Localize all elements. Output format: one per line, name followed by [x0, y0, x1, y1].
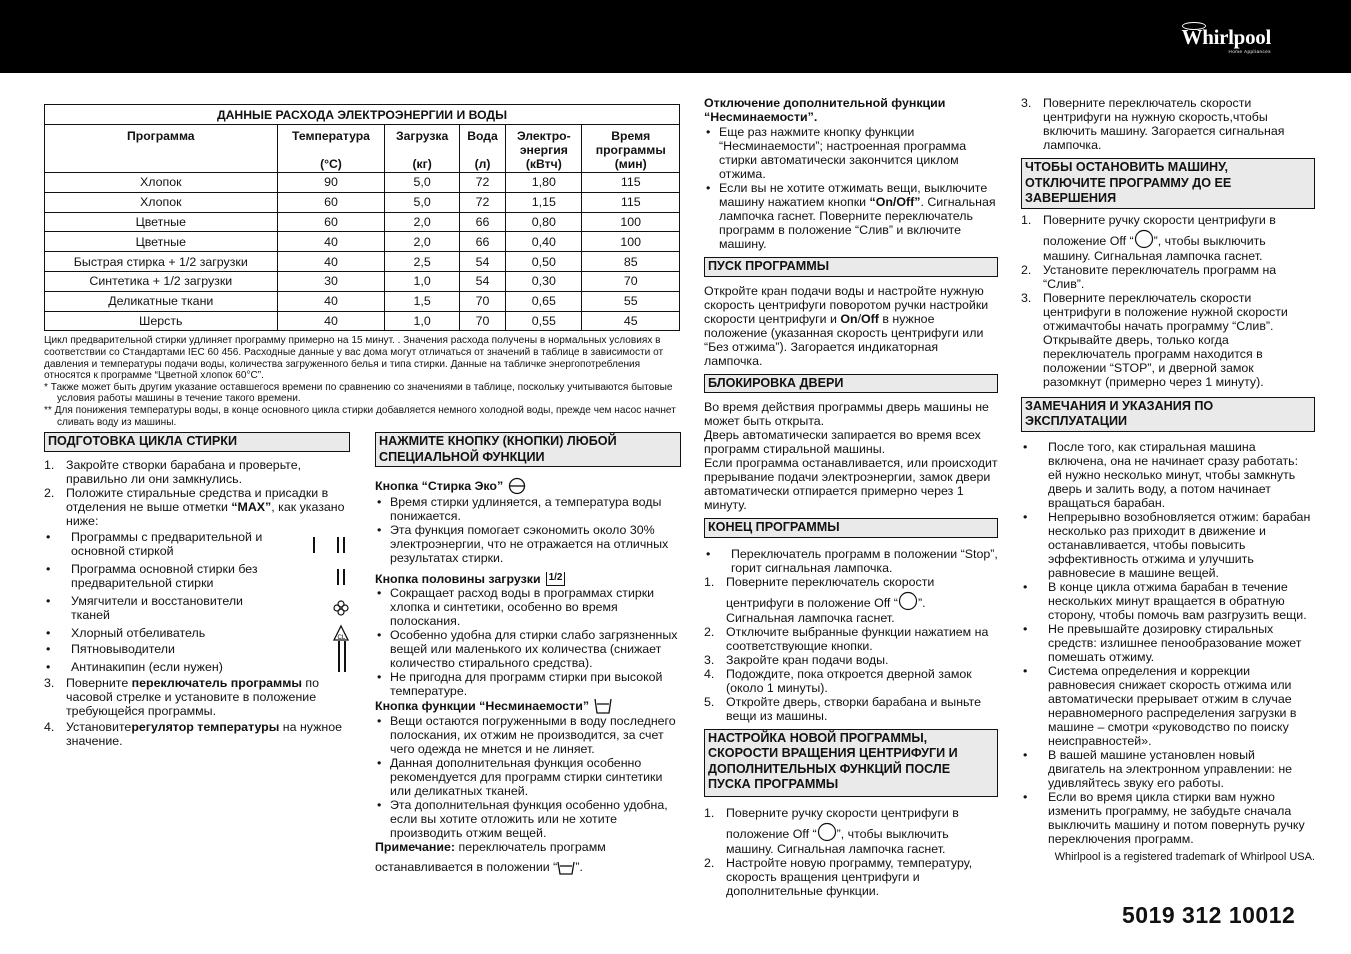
logo-subtext: Home Appliances: [1228, 49, 1271, 54]
list-item: • Сокращает расход воды в программах стирки хлопка и синтетики, особенно во время полоскания.: [375, 586, 681, 628]
table-cell: 90: [277, 173, 385, 193]
prewash-main-wash-icon: [310, 536, 350, 554]
table-header-cell: Вода (л): [459, 125, 505, 173]
crease-off-list: [704, 125, 998, 251]
table-cell: 100: [582, 212, 680, 232]
table-cell: 5,0: [385, 192, 460, 212]
table-cell: 115: [582, 173, 680, 193]
list-item: 2. Настройте новую программу, температуру, скорость вращения центрифуги и дополнительные функции.: [704, 855, 973, 898]
list-item: • Вещи остаются погруженными в воду последнего полоскания, их отжим не производится, за счет чего одежда не мнется и не линяет.: [375, 714, 681, 756]
table-cell: 2,0: [385, 232, 460, 252]
list-item: • Переключатель программ в положении “Stop”, горит сигнальная лампочка.: [704, 547, 998, 575]
crease-guard-icon: [594, 698, 612, 714]
table-header-row: [45, 125, 680, 173]
list-item: • Эта дополнительная функция особенно удобна, если вы хотите отложить или не хотите производить отжим вещей.: [375, 798, 681, 840]
special-title: НАЖМИТЕ КНОПКУ (КНОПКИ) ЛЮБОЙ СПЕЦИАЛЬНОЙ ФУНКЦИИ: [375, 432, 681, 467]
crease-heading: Кнопка функции “Несминаемости”: [375, 698, 681, 714]
list-item: 3. Поверните переключатель программы по часовой стрелке и установите в положение требующейся программы.: [44, 675, 320, 718]
remarks-list: [1021, 440, 1315, 846]
table-cell: 1,15: [506, 192, 582, 212]
logo-swirl-icon: [1182, 22, 1206, 30]
table-row: [45, 252, 680, 272]
column-4: [1021, 96, 1315, 864]
list-item: • Программы с предварительной и основной стиркой: [44, 530, 350, 558]
svg-text:CL: CL: [337, 634, 346, 641]
consumption-table: [44, 104, 680, 331]
remarks-title: ЗАМЕЧАНИЯ И УКАЗАНИЯ ПО ЭКСПЛУАТАЦИИ: [1021, 397, 1315, 432]
list-item: • Система определения и коррекции равновесия снижает скорость отжима или автоматически прерывает отжим в случае неравномерного распределения загрузки в машине – смотри «руководство по поиску неисправностей».: [1021, 664, 1315, 748]
list-item: • Не пригодна для программ стирки при высокой температуре.: [375, 670, 681, 698]
list-item: • Непрерывно возобновляется отжим: барабан несколько раз приходит в движение и останавливается, чтобы повысить эффективность отжима и улучшить равновесие в машине вещей.: [1021, 510, 1315, 580]
list-item: • Пятновыводители: [44, 642, 350, 656]
list-item: • Умягчители и восстановители тканей: [44, 594, 350, 622]
table-cell: 2,5: [385, 252, 460, 272]
new-program-list: [704, 806, 998, 898]
trademark-note: Whirlpool is a registered trademark of Whirlpool USA.: [1054, 850, 1315, 863]
note-3: ** Для понижения температуры воды, в конце основного цикла стирки добавляется немного холодной воды, прежде чем насос начнет сливать воду из машины.: [44, 404, 676, 428]
table-cell: 5,0: [385, 173, 460, 193]
prep-list: [44, 458, 350, 528]
list-item: • В конце цикла отжима барабан в течение нескольких минут вращается в обратную сторону, чтобы помочь вам разгрузить вещи.: [1021, 580, 1315, 622]
table-cell: 1,0: [385, 271, 460, 291]
table-row: [45, 291, 680, 311]
end-bullet: [704, 547, 998, 575]
list-item: 2. Отключите выбранные функции нажатием на соответствующие кнопки.: [704, 624, 989, 653]
list-item: • Время стирки удлиняется, а температура воды понижается.: [375, 495, 681, 523]
table-header-cell: Температура (°С): [277, 125, 385, 173]
table-row: [45, 232, 680, 252]
end-list: [704, 575, 998, 723]
note-2: * Также может быть другим указание оставшегося времени по сравнению со значениями в таблице, поскольку учитываются бытовые условия работы машины в течение такого времени.: [44, 381, 673, 405]
table-cell: 60: [277, 212, 385, 232]
table-cell: 40: [277, 291, 385, 311]
door-lock-text: Во время действия программы дверь машины не может быть открыта. Дверь автоматически запирается во время всех программ стиральной машины. Если программа останавливается, или происходит прерывание подачи электроэнергии, замок двери автоматически отпирается примерно через 1 минуту.: [704, 400, 998, 512]
list-item: 5. Откройте дверь, створки барабана и выньте вещи из машины.: [704, 694, 981, 723]
table-cell: 0,40: [506, 232, 582, 252]
table-cell: Хлопок: [45, 173, 278, 193]
table-row: [45, 173, 680, 193]
list-item: • Эта функция помогает сэкономить около 30% электроэнергии, что не отражается на отличных результатах стирки.: [375, 523, 681, 565]
new-program-title: НАСТРОЙКА НОВОЙ ПРОГРАММЫ, СКОРОСТИ ВРАЩЕНИЯ ЦЕНТРИФУГИ И ДОПОЛНИТЕЛЬНЫХ ФУНКЦИЙ ПОСЛЕ ПУСКА ПРОГРАММЫ: [704, 729, 998, 797]
start-title: ПУСК ПРОГРАММЫ: [704, 257, 998, 277]
list-item: • Если во время цикла стирки вам нужно изменить программу, не забудьте сначала выключить машину и потом повернуть ручку переключения программ.: [1021, 790, 1315, 846]
off-position-icon: [1134, 229, 1154, 249]
note-1: Цикл предварительной стирки удлиняет программу примерно на 15 минут. . Значения расхода получены в нормальных условиях в соответствии со Стандартами IEC 60 456. Расходные данные у вас дома могут отличаться от значений в таблице в зависимости от давления и температуры подачи воды, количества загруженного белья и типа стирки. Данные на табличке энергопотребления относятся к программе “Цветной хлопок 60°С”.: [44, 335, 664, 382]
table-cell: 2,0: [385, 212, 460, 232]
table-cell: 70: [459, 311, 505, 331]
table-cell: 1,5: [385, 291, 460, 311]
table-cell: Быстрая стирка + 1/2 загрузки: [45, 252, 278, 272]
list-item: 3. Закройте кран подачи воды.: [704, 652, 889, 667]
table-cell: 30: [277, 271, 385, 291]
table-cell: Цветные: [45, 212, 278, 232]
list-item: 4. Установитерегулятор температуры на нужное значение.: [44, 719, 343, 748]
table-cell: 70: [582, 271, 680, 291]
prep-title: ПОДГОТОВКА ЦИКЛА СТИРКИ: [44, 432, 350, 452]
table-cell: 0,80: [506, 212, 582, 232]
table-row: [45, 212, 680, 232]
table-header-cell: Загрузка (кг): [385, 125, 460, 173]
table-row: [45, 271, 680, 291]
table-cell: 54: [459, 271, 505, 291]
table-header-cell: Программа: [45, 125, 278, 173]
table-row: [45, 192, 680, 212]
list-item: • В вашей машине установлен новый двигатель на электронном управлении: не удивляйтесь звуку его работы.: [1021, 748, 1315, 790]
half-load-heading: Кнопка половины загрузки 1/2: [375, 572, 681, 586]
table-cell: 40: [277, 252, 385, 272]
table-cell: Шерсть: [45, 311, 278, 331]
table-cell: 100: [582, 232, 680, 252]
new-program-list-continued: [1021, 96, 1315, 152]
table-cell: 0,30: [506, 271, 582, 291]
list-item: 2. Положите стиральные средства и присадки в отделения не выше отметки “МАХ”, как указано ниже:: [44, 485, 345, 528]
softener-flower-icon: [310, 599, 350, 617]
list-item: • Если вы не хотите отжимать вещи, выключите машину нажатием кнопки “On/Off”. Сигнальная лампочка гаснет. Поверните переключатель программ в положение “Слив” и включите машину.: [704, 181, 998, 251]
table-cell: Деликатные ткани: [45, 291, 278, 311]
off-position-icon: [817, 822, 837, 842]
table-cell: 115: [582, 192, 680, 212]
list-item: • После того, как стиральная машина включена, она не начинает сразу работать: ей нужно несколько минут, чтобы замкнуть дверь и залить воду, а потом начинает вращаться барабан.: [1021, 440, 1315, 510]
table-cell: 70: [459, 291, 505, 311]
stop-list: [1021, 213, 1315, 389]
table-cell: 60: [277, 192, 385, 212]
special-note: Примечание: переключатель программ: [375, 840, 606, 854]
list-item: 1. Закройте створки барабана и проверьте, правильно ли они замкнулись.: [44, 457, 302, 486]
table-cell: 1,80: [506, 173, 582, 193]
logo-text: Whirlpool: [1181, 25, 1271, 49]
table-cell: 0,55: [506, 311, 582, 331]
crease-off-title: Отключение дополнительной функции “Несминаемости”.: [704, 96, 946, 124]
table-cell: 45: [582, 311, 680, 331]
list-item: 1. Поверните переключатель скорости центрифуги в положение Off “ ”. Сигнальная лампочка гаснет.: [704, 574, 935, 625]
half-load-list: [375, 586, 681, 698]
start-text: Откройте кран подачи воды и настройте нужную скорость центрифуги поворотом ручки настройки скорости центрифуги и On/Off в нужное положение (указанная скорость центрифуги или “Без отжима”). Загорается индикаторная лампочка.: [704, 283, 989, 368]
prep-section: [44, 432, 350, 748]
main-wash-icon: [310, 568, 350, 586]
off-position-icon: [898, 591, 918, 611]
table-title: ДАННЫЕ РАСХОДА ЭЛЕКТРОЭНЕРГИИ И ВОДЫ: [45, 105, 680, 125]
list-item: 3. Поверните переключатель скорости центрифуги в положение нужной скорости отжимачтобы начать программу “Слив”. Открывайте дверь, только когда переключатель программ находится в положении “STOP”, и дверной замок разомкнут (примерно через 1 минуту).: [1021, 290, 1288, 389]
end-title: КОНЕЦ ПРОГРАММЫ: [704, 518, 998, 538]
table-cell: 54: [459, 252, 505, 272]
special-functions-section: [375, 432, 681, 875]
table-cell: 0,50: [506, 252, 582, 272]
list-item: • Данная дополнительная функция особенно рекомендуется для программ стирки синтетики или деликатных тканей.: [375, 756, 681, 798]
table-cell: 72: [459, 173, 505, 193]
half-load-icon: 1/2: [546, 572, 566, 586]
list-item: • Хлорный отбеливатель CL: [44, 626, 350, 640]
table-cell: 1,0: [385, 311, 460, 331]
consumption-section: [44, 104, 680, 428]
list-item: 1. Поверните ручку скорости центрифуги в положение Off “ ”, чтобы выключить машину. Сигнальная лампочка гаснет.: [1021, 212, 1276, 263]
detergent-list: [44, 530, 350, 674]
table-cell: Синтетика + 1/2 загрузки: [45, 271, 278, 291]
table-cell: 55: [582, 291, 680, 311]
list-item: 3. Поверните переключатель скорости центрифуги на нужную скорость,чтобы включить машину. Загорается сигнальная лампочка.: [1021, 96, 1285, 152]
table-notes: [44, 335, 684, 428]
table-cell: Цветные: [45, 232, 278, 252]
stop-title: ЧТОБЫ ОСТАНОВИТЬ МАШИНУ, ОТКЛЮЧИТЕ ПРОГРАММУ ДО ЕЕ ЗАВЕРШЕНИЯ: [1021, 158, 1315, 209]
list-item: • Не превышайте дозировку стиральных средств: излишнее пенообразование может помешать отжиму.: [1021, 622, 1315, 664]
list-item: 1. Поверните ручку скорости центрифуги в положение Off “ ”, чтобы выключить машину. Сигнальная лампочка гаснет.: [704, 805, 959, 856]
table-cell: 40: [277, 232, 385, 252]
table-cell: 0,65: [506, 291, 582, 311]
document-code: 5019 312 10012: [1122, 902, 1296, 928]
header-bar: [0, 0, 1351, 73]
list-item: 2. Установите переключатель программ на “Слив”.: [1021, 262, 1277, 291]
table-header-cell: Время программы (мин): [582, 125, 680, 173]
door-lock-title: БЛОКИРОВКА ДВЕРИ: [704, 374, 998, 394]
list-item: 4. Подождите, пока откроется дверной замок (около 1 минуты).: [704, 666, 972, 695]
table-cell: 72: [459, 192, 505, 212]
table-cell: 66: [459, 212, 505, 232]
table-row: [45, 311, 680, 331]
list-item: • Особенно удобна для стирки слабо загрязненных вещей или маленького их количества (снижает количество стирального средства).: [375, 628, 681, 670]
special-note-continued: останавливается в положении “ ”.: [375, 860, 583, 874]
list-item: • Программа основной стирки без предварительной стирки: [44, 562, 350, 590]
crease-list: [375, 714, 681, 840]
eco-wash-icon: [508, 477, 526, 495]
eco-list: [375, 495, 681, 565]
list-item: • Еще раз нажмите кнопку функции “Несминаемости”; настроенная программа стирки автоматически закончится циклом отжима.: [704, 125, 998, 181]
prep-list-continued: [44, 676, 350, 748]
whirlpool-logo: [1182, 26, 1271, 54]
list-item: • Антинакипин (если нужен): [44, 660, 350, 674]
rinse-hold-icon: [557, 861, 575, 875]
table-cell: Хлопок: [45, 192, 278, 212]
table-cell: 85: [582, 252, 680, 272]
eco-heading: Кнопка “Стирка Эко”: [375, 477, 681, 495]
table-body: [45, 173, 680, 331]
column-3: [704, 96, 998, 898]
table-header-cell: Электро- энергия (кВтч): [506, 125, 582, 173]
table-cell: 66: [459, 232, 505, 252]
table-cell: 40: [277, 311, 385, 331]
